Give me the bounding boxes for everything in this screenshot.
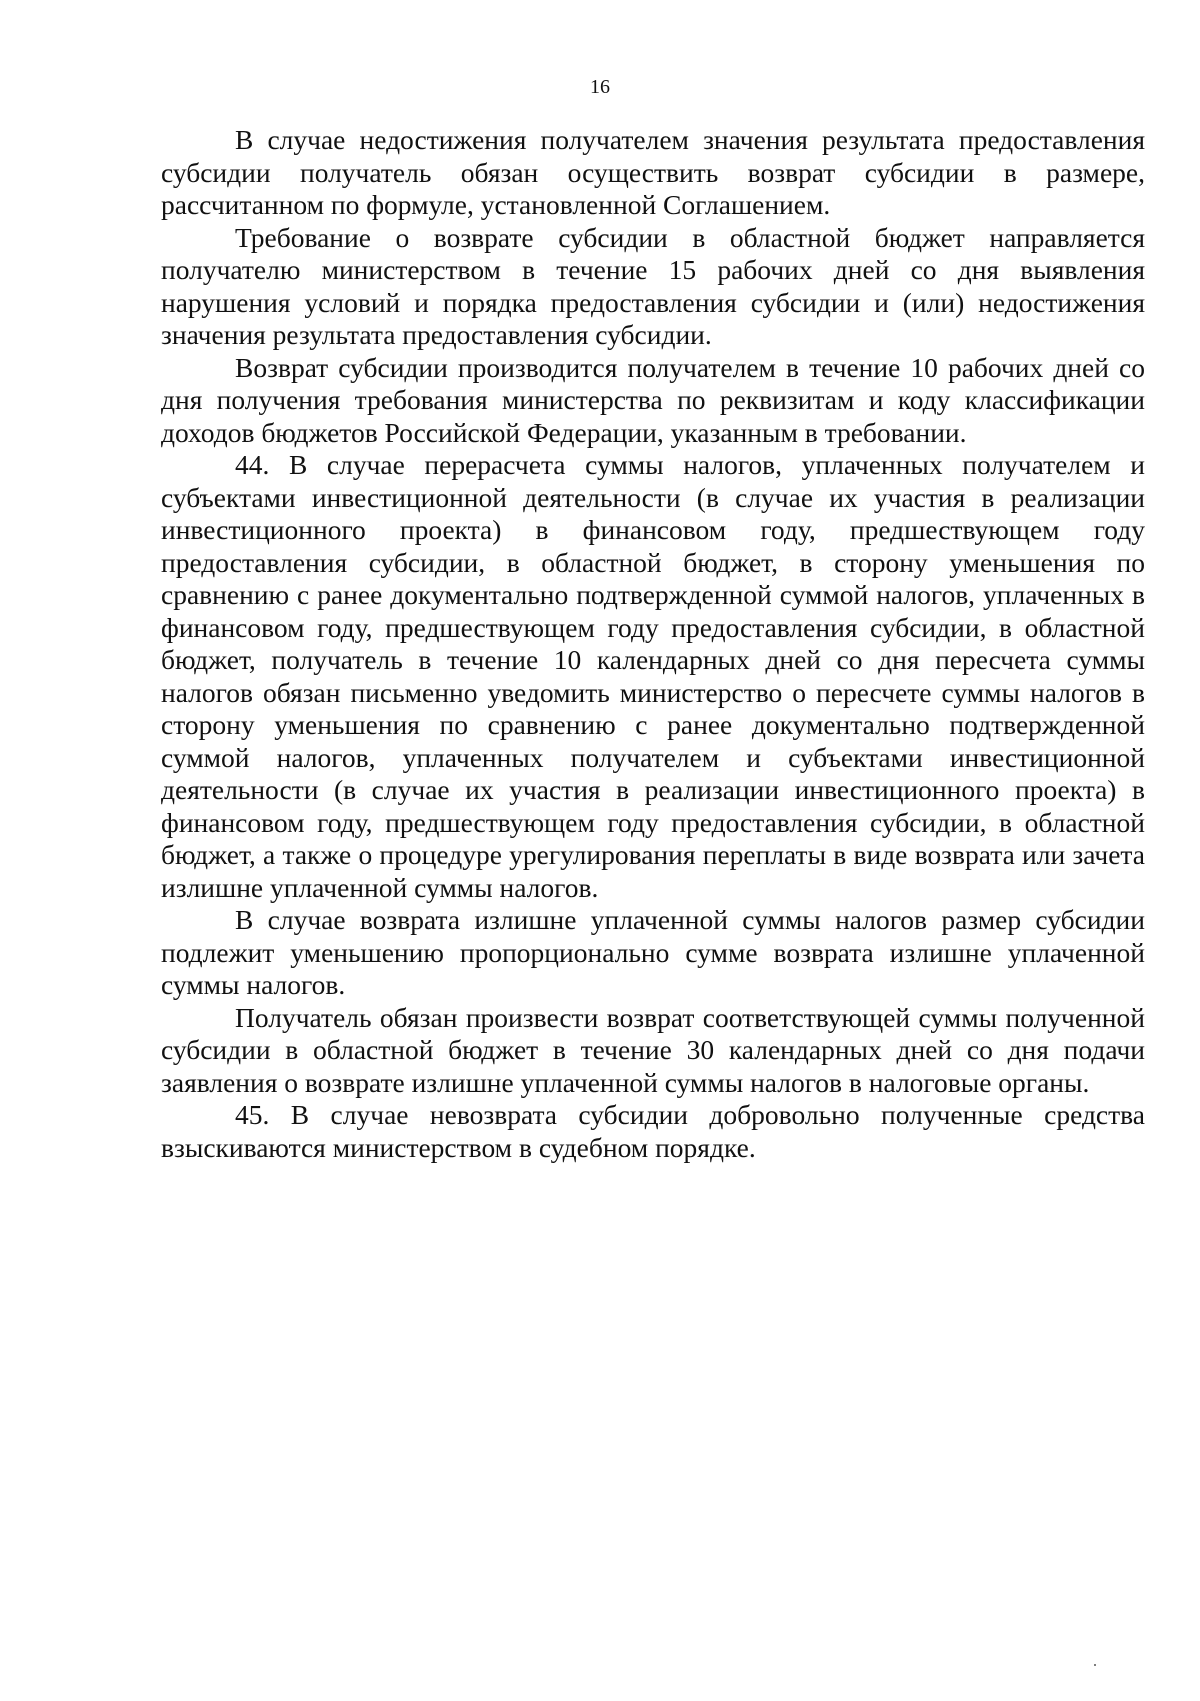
paragraph-refund-requirement: Требование о возврате субсидии в областной бюджет направляется получателю министерством в течение 15 рабочих дней со дня выявления нарушения условий и порядка предоставления субсидии и (или) недостижения значения результата предоставления субсидии. — [161, 221, 1145, 350]
document-body — [161, 124, 1145, 1164]
scan-speck — [1094, 1664, 1096, 1666]
paragraph-refund-non-achievement: В случае недостижения получателем значения результата предоставления субсидии получатель обязан осуществить возврат субсидии в размере, рассчитанном по формуле, установленной Соглашением. — [161, 124, 1145, 220]
paragraph-clause-45: 45. В случае невозврата субсидии добровольно полученные средства взыскиваются министерством в судебном порядке. — [161, 1099, 1145, 1163]
paragraph-subsidy-reduction: В случае возврата излишне уплаченной суммы налогов размер субсидии подлежит уменьшению пропорционально сумме возврата излишне уплаченной суммы налогов. — [161, 904, 1145, 1000]
page-number: 16 — [590, 76, 610, 98]
paragraph-clause-44: 44. В случае перерасчета суммы налогов, уплаченных получателем и субъектами инвестиционной деятельности (в случае их участия в реализации инвестиционного проекта) в финансовом году, предшествующем году предоставления субсидии, в областной бюджет, в сторону уменьшения по сравнению с ранее документально подтвержденной суммой налогов, уплаченных в финансовом году, предшествующем году предоставления субсидии, в областной бюджет, получатель в течение 10 календарных дней со дня пересчета суммы налогов обязан письменно уведомить министерство о пересчете суммы налогов в сторону уменьшения по сравнению с ранее документально подтвержденной суммой налогов, уплаченных получателем и субъектами инвестиционной деятельности (в случае их участия в реализации инвестиционного проекта) в финансовом году, предшествующем году предоставления субсидии, в областной бюджет, а также о процедуре урегулирования переплаты в виде возврата или зачета излишне уплаченной суммы налогов. — [161, 449, 1145, 903]
paragraph-recipient-obligation: Получатель обязан произвести возврат соответствующей суммы полученной субсидии в областной бюджет в течение 30 календарных дней со дня подачи заявления о возврате излишне уплаченной суммы налогов в налоговые органы. — [161, 1001, 1145, 1098]
paragraph-refund-term: Возврат субсидии производится получателем в течение 10 рабочих дней со дня получения требования министерства по реквизитам и коду классификации доходов бюджетов Российской Федерации, указанным в требовании. — [161, 351, 1145, 448]
